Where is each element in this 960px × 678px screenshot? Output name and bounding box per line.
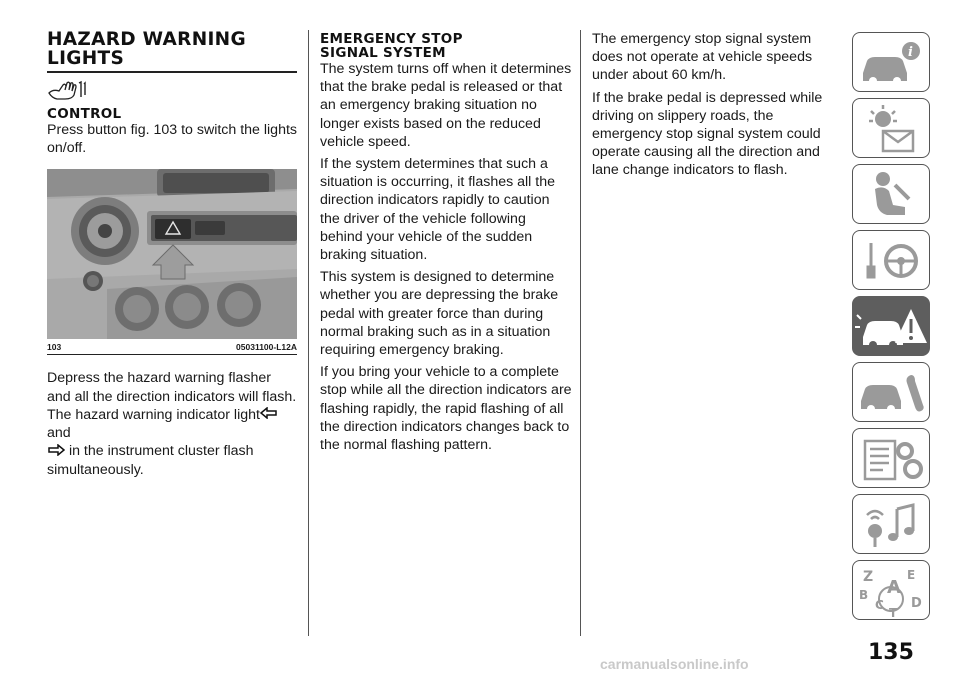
hazard-paragraph: Depress the hazard warning flasher and all the direction indicators will flash. The hazard warning indicator lightand in the instrument cluster flash simultaneously. xyxy=(47,370,297,478)
figure-number: 103 xyxy=(47,342,62,353)
middle-column xyxy=(320,30,572,454)
svg-text:A: A xyxy=(887,577,901,598)
multimedia-icon xyxy=(853,495,931,555)
watermark: carmanualsonline.info xyxy=(600,656,749,672)
section-title: HAZARD WARNING LIGHTS xyxy=(47,29,246,69)
car-wrench-icon xyxy=(853,363,931,423)
svg-text:B: B xyxy=(859,588,869,602)
seat-airbag-icon xyxy=(853,165,931,225)
right-paragraph: The emergency stop signal system does not operate at vehicle speeds under about 60 km/h. xyxy=(592,31,813,84)
specs-gears-icon xyxy=(853,429,931,489)
tab-safety[interactable] xyxy=(852,164,930,224)
page-number: 135 xyxy=(868,640,914,665)
car-info-icon xyxy=(853,33,931,93)
emergency-stop-heading: EMERGENCY STOP SIGNAL SYSTEM xyxy=(320,31,463,61)
svg-text:E: E xyxy=(907,568,916,582)
tab-emergency[interactable] xyxy=(852,296,930,356)
key-steering-wheel-icon xyxy=(853,231,931,291)
tab-car-info[interactable] xyxy=(852,32,930,92)
middle-paragraph: If the system determines that such a situation is occurring, it flashes all the direction indicators rapidly to caution the driver of the vehicle following behind your vehicle of the sudden braking situation. xyxy=(320,156,555,264)
subheading-control: CONTROL xyxy=(47,106,122,122)
figure-rule xyxy=(47,354,297,355)
control-text: Press button fig. 103 to switch the lights on/off. xyxy=(47,122,297,157)
middle-paragraph: If you bring your vehicle to a complete stop while all the direction indicators are flashing rapidly, the rapid flashing of all the direction indicators changes back to the normal flashing pattern. xyxy=(320,364,572,454)
svg-text:C: C xyxy=(875,598,884,612)
hand-pointer-icon xyxy=(47,79,297,101)
middle-paragraph: This system is designed to determine whether you are depressing the brake pedal with greater force than during normal braking such as in a situation requiring emergency braking. xyxy=(320,269,559,359)
alphabetical-index-icon xyxy=(853,561,931,621)
car-emergency-icon xyxy=(853,297,931,357)
tab-maintenance[interactable] xyxy=(852,362,930,422)
figure-code: 05031100-L12A xyxy=(236,342,297,353)
title-rule xyxy=(47,71,297,73)
tab-multimedia[interactable] xyxy=(852,494,930,554)
tab-technical-data[interactable] xyxy=(852,428,930,488)
tab-warning-lights[interactable] xyxy=(852,98,930,158)
tab-starting-driving[interactable] xyxy=(852,230,930,290)
figure-caption xyxy=(47,342,297,352)
chapter-tabs xyxy=(852,32,932,626)
right-paragraph: If the brake pedal is depressed while driving on slippery roads, the emergency stop signal system could operate causing all the direction and lane change indicators to flash. xyxy=(592,89,823,179)
left-column xyxy=(47,30,297,479)
svg-text:T: T xyxy=(889,606,898,620)
svg-text:Z: Z xyxy=(863,569,874,585)
column-divider xyxy=(308,30,309,636)
figure-dashboard-photo xyxy=(47,169,297,339)
warning-lights-message-icon xyxy=(853,99,931,159)
right-column xyxy=(592,30,832,180)
middle-paragraph: The system turns off when it determines that the brake pedal is released or that an emergency braking situation no longer exists based on the reduced vehicle speed. xyxy=(320,61,572,150)
right-arrow-indicator-icon xyxy=(47,443,65,461)
svg-text:i: i xyxy=(908,45,913,60)
svg-text:D: D xyxy=(911,596,922,611)
column-divider xyxy=(580,30,581,636)
tab-index[interactable] xyxy=(852,560,930,620)
left-arrow-indicator-icon xyxy=(260,406,278,424)
